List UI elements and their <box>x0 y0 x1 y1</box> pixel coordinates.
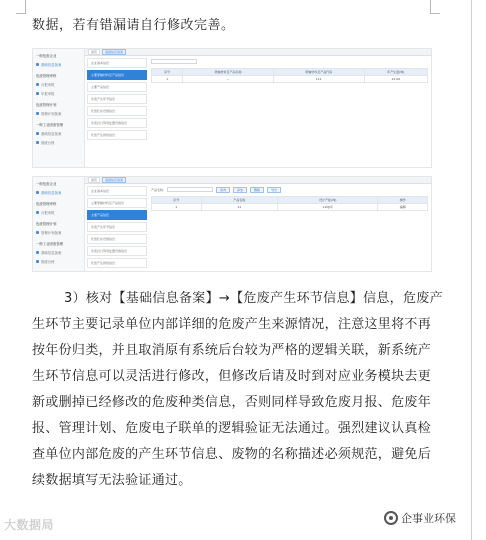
subnav-item[interactable]: 企业基本信息 <box>87 186 147 196</box>
brand-logo-icon <box>384 511 398 525</box>
subnav-item[interactable]: 主要原辅材料及产品信息 <box>87 70 147 80</box>
table-row[interactable] <box>152 76 428 83</box>
tab[interactable]: 基础信息备案 <box>102 177 126 183</box>
sidebar-item[interactable]: 管理计划备案 <box>33 228 84 237</box>
sidebar-group-label: 一般工业固废管理 <box>36 242 64 246</box>
toolbar <box>151 58 428 65</box>
crop-mark-top-right <box>430 0 440 14</box>
column-header: 序号 <box>152 197 202 204</box>
subnav-item[interactable]: 主要产品信息 <box>87 82 147 92</box>
screenshot-basic-info-filing <box>32 48 432 168</box>
sidebar-group-label: 危废管理计划 <box>36 103 57 107</box>
filter-input[interactable] <box>167 187 213 192</box>
data-table <box>151 196 428 211</box>
sidebar-item[interactable]: 基础信息备案 <box>33 248 84 257</box>
sidebar-group-label: 危废管理审核 <box>36 202 57 206</box>
column-header: 操作 <box>378 197 428 204</box>
tab[interactable]: 首页 <box>88 49 100 55</box>
screenshot-product-info <box>32 176 432 272</box>
tab-bar <box>85 177 431 184</box>
column-header: 设计产能(吨) <box>278 197 378 204</box>
sidebar-group-label: 一般危废企业 <box>36 54 57 58</box>
intro-text: 数据，若有错漏请自行修改完善。 <box>32 18 235 33</box>
sidebar-item[interactable]: 月报申报 <box>33 208 84 217</box>
sub-navigation <box>87 58 147 165</box>
subnav-item[interactable]: 危废自行利用处置设施信息 <box>87 246 147 256</box>
sidebar-group-label: 一般危废企业 <box>36 182 57 186</box>
filter-label: 产品名称: <box>151 187 165 192</box>
table-cell: 11.00 <box>364 76 427 83</box>
table-row[interactable] <box>152 204 428 211</box>
sidebar-group-label: 一般工业固废管理 <box>36 123 64 127</box>
sidebar-item[interactable]: 基础信息备案 <box>33 60 84 69</box>
crop-mark-top-left <box>16 0 26 14</box>
subnav-item[interactable]: 主要产品信息 <box>87 210 147 220</box>
column-header: 原辅材料及产品代码 <box>273 69 364 76</box>
table-cell: 11吨/年 <box>278 204 378 211</box>
toolbar-button[interactable]: 导出 <box>267 187 281 193</box>
sidebar-item[interactable]: 月报申报 <box>33 80 84 89</box>
data-table <box>151 68 428 83</box>
table-cell: 1 <box>152 204 202 211</box>
paragraph-number: 3） <box>64 291 86 306</box>
table-header-row <box>152 69 428 76</box>
column-header: 序号 <box>152 69 183 76</box>
tab[interactable]: 首页 <box>88 177 100 183</box>
toolbar <box>151 186 428 193</box>
toolbar-button[interactable]: 删除 <box>250 187 264 193</box>
subnav-item[interactable]: 危废贮存设施信息 <box>87 106 147 116</box>
sidebar-item[interactable]: 固废台账 <box>33 257 84 266</box>
toolbar-button[interactable]: 添加 <box>233 187 247 193</box>
sidebar <box>33 177 85 271</box>
column-header: 产品名称 <box>201 197 277 204</box>
sidebar <box>33 49 85 167</box>
instruction-paragraph <box>32 286 444 494</box>
column-header: 原辅材料及产品名称 <box>183 69 274 76</box>
table-cell: 编辑 <box>378 204 428 211</box>
sidebar-item[interactable]: 基础信息备案 <box>33 188 84 197</box>
brand-signature <box>384 510 456 526</box>
sidebar-group-label: 危废管理审核 <box>36 74 57 78</box>
watermark-text: 大数据局 <box>4 518 55 532</box>
page-edge-line <box>471 0 472 540</box>
sidebar-group-label: 危废管理计划 <box>36 222 57 226</box>
subnav-item[interactable]: 危废产生环节信息 <box>87 222 147 232</box>
table-cell: — <box>183 76 274 83</box>
sidebar-item[interactable]: 固废台账 <box>33 138 84 147</box>
table-cell: 111 <box>273 76 364 83</box>
subnav-item[interactable]: 危废自行利用处置设施信息 <box>87 118 147 128</box>
main-panel <box>151 58 428 165</box>
toolbar-button[interactable]: 查询 <box>216 187 230 193</box>
subnav-item[interactable]: 危废产生排放信息 <box>87 258 147 268</box>
paragraph-text: 核对【基础信息备案】→【危废产生环节信息】信息，危废产生环节主要记录单位内部详细的危废产生来源情况，注意这里将不再按年份归类，并且取消原有系统后台较为严格的逻辑关联，新系统产生环节信息可以灵活进行修改，但修改后请及时到对应业务模块去更新或删掉已经修改的危废种类信息，否则同样导致危废月报、危废年报、管理计划、危废电子联单的逻辑验证无法通过。强烈建议认真检查单位内部危废的产生环节信息、废物的名称描述必须规范，避免后续数据填写无法验证通过。 <box>32 291 443 488</box>
sub-navigation <box>87 186 147 269</box>
table-cell: 1 <box>152 76 183 83</box>
sidebar-item[interactable]: 管理计划备案 <box>33 109 84 118</box>
tab-bar <box>85 49 431 56</box>
subnav-item[interactable]: 危废产生排放信息 <box>87 130 147 140</box>
subnav-item[interactable]: 危废贮存设施信息 <box>87 234 147 244</box>
table-cell: 11 <box>201 204 277 211</box>
tab[interactable]: 基础信息备案 <box>102 49 126 55</box>
sidebar-item[interactable]: 年报申报 <box>33 89 84 98</box>
subnav-item[interactable]: 企业基本信息 <box>87 58 147 68</box>
brand-name: 企事业环保 <box>401 512 456 525</box>
filter-input[interactable] <box>151 59 197 64</box>
column-header: 年产生量(吨) <box>364 69 427 76</box>
sidebar-item[interactable]: 基础信息备案 <box>33 129 84 138</box>
main-panel <box>151 186 428 269</box>
subnav-item[interactable]: 主要原辅材料及产品信息 <box>87 198 147 208</box>
subnav-item[interactable]: 危废产生环节信息 <box>87 94 147 104</box>
table-header-row <box>152 197 428 204</box>
